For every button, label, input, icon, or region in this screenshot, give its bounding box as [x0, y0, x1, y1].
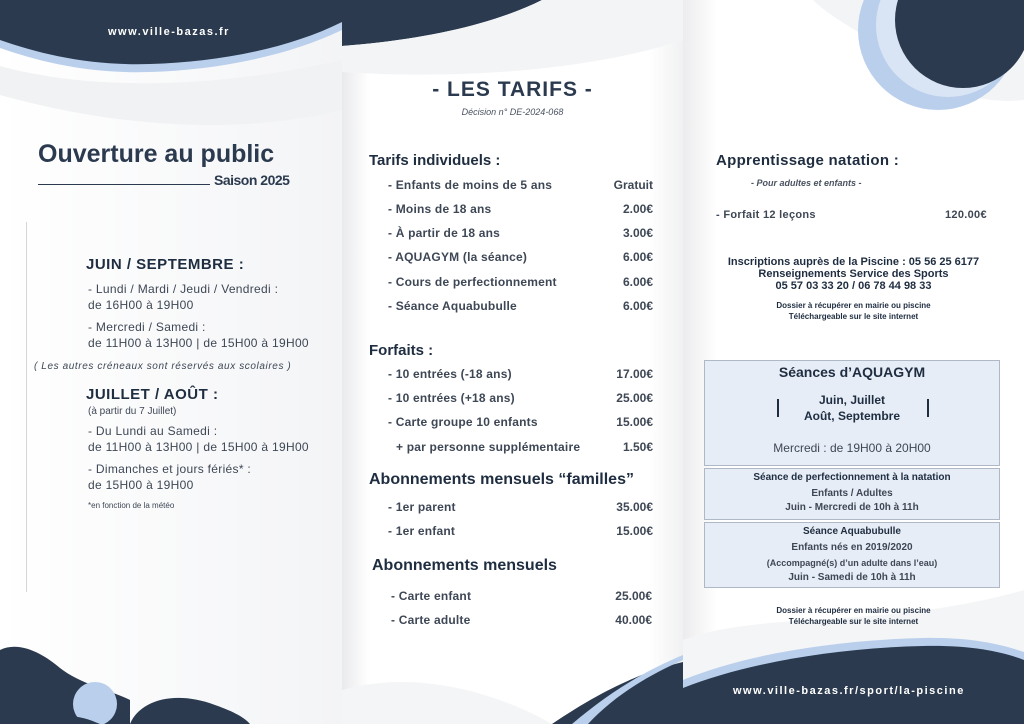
schedule-line: - Dimanches et jours fériés* : — [88, 462, 252, 476]
schedule-line: de 16H00 à 19H00 — [88, 298, 194, 312]
june-sept-title: JUIN / SEPTEMBRE : — [86, 256, 245, 273]
price-row-value: 15.00€ — [616, 415, 653, 429]
forfait-label: - Forfait 12 leçons — [716, 209, 816, 221]
price-row-label: - Carte enfant — [391, 589, 472, 603]
price-row-value: 40.00€ — [615, 613, 652, 627]
price-row-value: 1.50€ — [622, 440, 653, 454]
price-row-value: 35.00€ — [616, 500, 653, 514]
decision-number: Décision n° DE-2024-068 — [461, 107, 564, 117]
price-row-label: - 10 entrées (+18 ans) — [388, 391, 515, 405]
perfectionnement-title: Séance de perfectionnement à la natation — [753, 472, 951, 483]
dossier-note: Dossier à récupérer en mairie ou piscine — [776, 606, 931, 615]
price-row-label: - 10 entrées (-18 ans) — [388, 367, 512, 381]
price-row-label: - Séance Aquabubulle — [388, 299, 517, 313]
schedule-line: de 11H00 à 13H00 | de 15H00 à 19H00 — [88, 440, 309, 454]
price-row-value: 17.00€ — [616, 367, 653, 381]
july-aug-title: JUILLET / AOÛT : — [86, 386, 219, 403]
download-note: Téléchargeable sur le site internet — [788, 312, 919, 321]
page-title: Ouverture au public — [38, 140, 275, 168]
price-row-label: - Moins de 18 ans — [388, 202, 492, 216]
season-label: Saison 2025 — [214, 172, 290, 188]
price-row-value: 6.00€ — [622, 250, 653, 264]
schedule-line: de 15H00 à 19H00 — [88, 478, 194, 492]
website-url[interactable]: www.ville-bazas.fr/sport/la-piscine — [733, 685, 965, 697]
forfaits-title: Forfaits : — [369, 342, 434, 359]
right-panel — [683, 0, 1024, 724]
familles-title: Abonnements mensuels “familles” — [369, 471, 634, 488]
aquabubulle-line: Juin - Samedi de 10h à 11h — [788, 572, 916, 583]
price-row-value: 25.00€ — [615, 589, 652, 603]
price-row-label: - Enfants de moins de 5 ans — [388, 178, 553, 192]
individuels-title: Tarifs individuels : — [369, 152, 501, 169]
price-row-value: 6.00€ — [622, 275, 653, 289]
tarifs-title: - LES TARIFS - — [432, 78, 593, 101]
price-row-label: - Carte adulte — [391, 613, 471, 627]
aquabubulle-line: (Accompagné(s) d’un adulte dans l’eau) — [766, 558, 938, 568]
aquagym-schedule: Mercredi : de 19H00 à 20H00 — [773, 441, 931, 455]
download-note: Téléchargeable sur le site internet — [788, 617, 919, 626]
price-row-value: 25.00€ — [616, 391, 653, 405]
schedule-line: - Mercredi / Samedi : — [88, 320, 206, 334]
bar-left — [777, 399, 779, 417]
price-row-label: - Cours de perfectionnement — [388, 275, 557, 289]
note-scolaires: ( Les autres créneaux sont réservés aux scolaires ) — [34, 361, 292, 372]
schedule-line: - Lundi / Mardi / Jeudi / Vendredi : — [88, 282, 279, 296]
middle-panel — [342, 0, 683, 724]
schedule-line: - Du Lundi au Samedi : — [88, 424, 218, 438]
inscriptions-line: Inscriptions auprès de la Piscine : 05 56 25 6177 — [727, 256, 980, 268]
natation-title: Apprentissage natation : — [716, 152, 900, 169]
price-row-label: - 1er enfant — [388, 524, 456, 538]
perfectionnement-box — [704, 468, 1000, 520]
forfait-price: 120.00€ — [945, 209, 987, 221]
price-row-label: + par personne supplémentaire — [396, 440, 581, 454]
price-row-value: 3.00€ — [622, 226, 653, 240]
perfectionnement-line: Juin - Mercredi de 10h à 11h — [785, 502, 919, 513]
price-row-value: 15.00€ — [616, 524, 653, 538]
july-aug-start: (à partir du 7 Juillet) — [88, 406, 177, 417]
price-row-value: Gratuit — [613, 178, 653, 192]
aquagym-title: Séances d’AQUAGYM — [778, 364, 926, 380]
dossier-note: Dossier à récupérer en mairie ou piscine — [776, 301, 931, 310]
price-row-value: 6.00€ — [622, 299, 653, 313]
aquabubulle-line: Enfants nés en 2019/2020 — [791, 542, 913, 553]
renseignements-line: Renseignements Service des Sports — [758, 268, 949, 280]
price-row-label: - 1er parent — [388, 500, 456, 514]
price-row-label: - Carte groupe 10 enfants — [388, 415, 538, 429]
divider — [26, 222, 27, 592]
aquagym-box — [704, 360, 1000, 466]
footnote: *en fonction de la météo — [88, 501, 175, 510]
aquabubulle-box — [704, 522, 1000, 588]
mensuels-title: Abonnements mensuels — [372, 557, 557, 574]
schedule-line: de 11H00 à 13H00 | de 15H00 à 19H00 — [88, 336, 309, 350]
aquagym-months: Août, Septembre — [803, 409, 900, 423]
price-row-label: - AQUAGYM (la séance) — [388, 250, 528, 264]
bar-right — [927, 399, 929, 417]
price-row-label: - À partir de 18 ans — [388, 226, 501, 240]
phone-numbers: 05 57 03 33 20 / 06 78 44 98 33 — [775, 280, 932, 292]
left-panel — [0, 0, 342, 724]
title-underline — [38, 184, 210, 185]
natation-subtitle: - Pour adultes et enfants - — [751, 178, 862, 188]
website-url[interactable]: www.ville-bazas.fr — [108, 26, 230, 38]
perfectionnement-line: Enfants / Adultes — [811, 488, 893, 499]
aquagym-months: Juin, Juillet — [818, 393, 885, 407]
aquabubulle-title: Séance Aquabubulle — [803, 526, 901, 537]
price-row-value: 2.00€ — [622, 202, 653, 216]
